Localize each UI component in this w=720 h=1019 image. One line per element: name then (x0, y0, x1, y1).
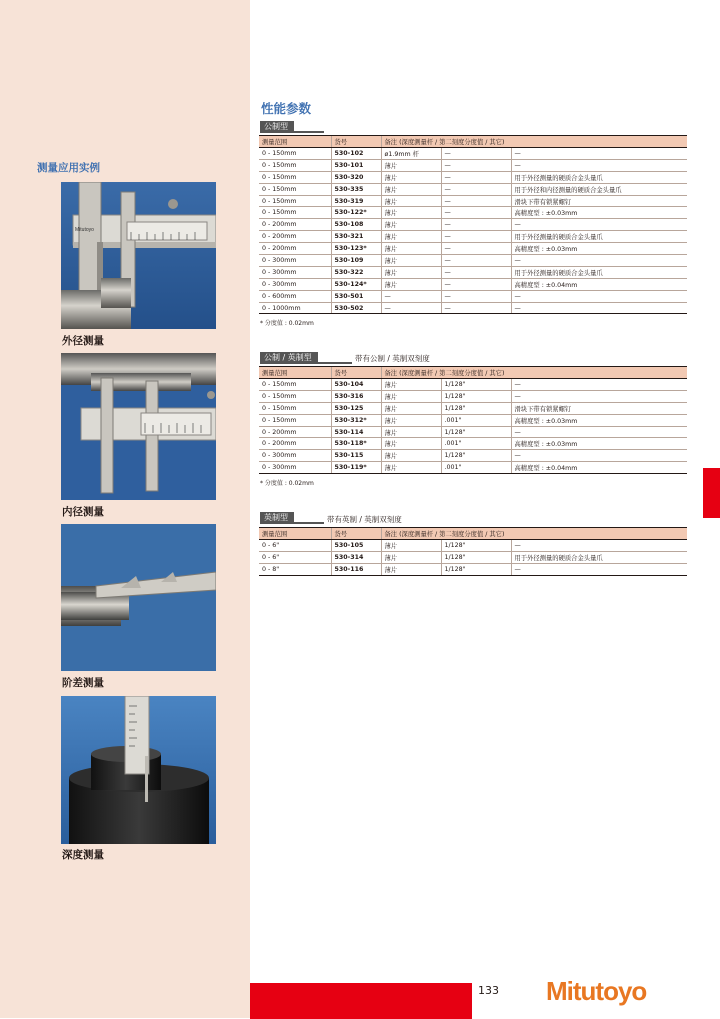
table-cell: 高精度型 : ±0.03mm (511, 414, 687, 426)
model-number-cell: 530-122* (331, 207, 381, 219)
table-cell: 薄片 (381, 243, 441, 255)
model-number-cell: 530-312* (331, 414, 381, 426)
table-row (259, 219, 687, 231)
table-cell: 1/128" (441, 540, 511, 552)
sidebar-title: 测量应用实例 (37, 162, 100, 174)
table-cell: — (511, 426, 687, 438)
table-cell: 用于外径测量的硬质合金头量爪 (511, 551, 687, 563)
table-cell: 薄片 (381, 438, 441, 450)
table-cell: .001" (441, 438, 511, 450)
table-row (259, 207, 687, 219)
table-cell: 用于外径测量的硬质合金头量爪 (511, 266, 687, 278)
table-cell: 高精度型 : ±0.03mm (511, 243, 687, 255)
spec-table-metric-inch (259, 366, 687, 474)
table-cell: 用于外径测量的硬质合金头量爪 (511, 231, 687, 243)
column-header: 货号 (331, 367, 381, 379)
table-cell: 薄片 (381, 207, 441, 219)
table-row (259, 255, 687, 267)
table-cell: — (511, 159, 687, 171)
table-cell: 0 - 200mm (259, 231, 331, 243)
caption-depth: 深度测量 (62, 849, 104, 861)
table-cell: — (441, 231, 511, 243)
model-number-cell: 530-316 (331, 390, 381, 402)
table-cell: 薄片 (381, 278, 441, 290)
table-cell: — (441, 195, 511, 207)
table-row (259, 231, 687, 243)
table-cell: — (441, 278, 511, 290)
table-cell: — (511, 540, 687, 552)
model-number-cell: 530-321 (331, 231, 381, 243)
brand-logo: Mitutoyo (546, 976, 647, 1006)
table-row (259, 551, 687, 563)
column-header: 测量范围 (259, 528, 331, 540)
table-cell: 薄片 (381, 426, 441, 438)
model-number-cell: 530-320 (331, 171, 381, 183)
table-cell: 0 - 150mm (259, 207, 331, 219)
table-cell: — (511, 379, 687, 391)
table-row (259, 278, 687, 290)
table-cell: 0 - 300mm (259, 255, 331, 267)
caption-outside: 外径测量 (62, 335, 104, 347)
table-row (259, 426, 687, 438)
table-cell: 1/128" (441, 450, 511, 462)
caliper-brand-label: Mitutoyo (75, 227, 94, 233)
table-row (259, 450, 687, 462)
section-rule (260, 522, 324, 524)
table-row (259, 290, 687, 302)
table-cell: 0 - 600mm (259, 290, 331, 302)
table-row (259, 243, 687, 255)
table-cell: 0 - 150mm (259, 402, 331, 414)
table-cell: — (381, 290, 441, 302)
table-cell: 滑块下带有锁紧螺钉 (511, 402, 687, 414)
table-cell: 薄片 (381, 255, 441, 267)
model-number-cell: 530-104 (331, 379, 381, 391)
table-cell: — (441, 207, 511, 219)
footer-red-bar (250, 983, 472, 1019)
table-row (259, 438, 687, 450)
table-cell: 0 - 200mm (259, 243, 331, 255)
model-number-cell: 530-114 (331, 426, 381, 438)
table-cell: 0 - 6" (259, 551, 331, 563)
table-cell: — (511, 255, 687, 267)
table-cell: 用于外径和内径测量的硬质合金头量爪 (511, 183, 687, 195)
photo-depth-measurement (61, 696, 216, 844)
model-number-cell: 530-108 (331, 219, 381, 231)
column-header: 备注 (深度测量杆 / 第二刻度分度值 / 其它) (381, 528, 687, 540)
table-row (259, 148, 687, 160)
caption-inside: 内径测量 (62, 506, 104, 518)
table-cell: 1/128" (441, 426, 511, 438)
table-cell: — (441, 219, 511, 231)
table-cell: 薄片 (381, 183, 441, 195)
footnote-metric: * 分度值 : 0.02mm (260, 320, 314, 327)
table-cell: — (511, 148, 687, 160)
column-header: 备注 (深度测量杆 / 第二刻度分度值 / 其它) (381, 136, 687, 148)
table-cell: 0 - 200mm (259, 219, 331, 231)
table-cell: — (511, 450, 687, 462)
table-cell: 0 - 150mm (259, 195, 331, 207)
model-number-cell: 530-101 (331, 159, 381, 171)
model-number-cell: 530-124* (331, 278, 381, 290)
table-cell: 0 - 150mm (259, 414, 331, 426)
table-cell: 高精度型 : ±0.04mm (511, 278, 687, 290)
page-number: 133 (478, 984, 499, 997)
table-header-row (259, 136, 687, 148)
table-row (259, 563, 687, 575)
table-cell: 1/128" (441, 379, 511, 391)
table-cell: — (511, 290, 687, 302)
table-cell: .001" (441, 414, 511, 426)
model-number-cell: 530-501 (331, 290, 381, 302)
table-cell: 薄片 (381, 379, 441, 391)
spec-table-inch (259, 527, 687, 576)
table-cell: 高精度型 : ±0.03mm (511, 438, 687, 450)
table-cell: 薄片 (381, 266, 441, 278)
table-row (259, 462, 687, 474)
table-row (259, 414, 687, 426)
model-number-cell: 530-118* (331, 438, 381, 450)
table-cell: 薄片 (381, 462, 441, 474)
table-cell: .001" (441, 462, 511, 474)
chapter-tab-marker (703, 468, 720, 518)
table-cell: 薄片 (381, 551, 441, 563)
column-header: 备注 (深度测量杆 / 第二刻度分度值 / 其它) (381, 367, 687, 379)
table-row (259, 379, 687, 391)
photo-inside-measurement (61, 353, 216, 500)
column-header: 货号 (331, 528, 381, 540)
model-number-cell: 530-123* (331, 243, 381, 255)
table-cell: 0 - 8" (259, 563, 331, 575)
table-cell: — (511, 302, 687, 314)
footnote-metric-inch: * 分度值 : 0.02mm (260, 480, 314, 487)
table-cell: 薄片 (381, 414, 441, 426)
table-cell: 0 - 300mm (259, 266, 331, 278)
table-header-row (259, 528, 687, 540)
table-row (259, 266, 687, 278)
table-cell: — (441, 255, 511, 267)
model-number-cell: 530-102 (331, 148, 381, 160)
caption-step: 阶差测量 (62, 677, 104, 689)
model-number-cell: 530-116 (331, 563, 381, 575)
table-cell: — (511, 563, 687, 575)
table-cell: — (441, 171, 511, 183)
table-cell: 高精度型 : ±0.03mm (511, 207, 687, 219)
table-cell: 薄片 (381, 159, 441, 171)
table-cell: 0 - 300mm (259, 462, 331, 474)
table-row (259, 402, 687, 414)
table-cell: ø1.9mm 杆 (381, 148, 441, 160)
model-number-cell: 530-115 (331, 450, 381, 462)
table-cell: 0 - 300mm (259, 278, 331, 290)
table-cell: 薄片 (381, 219, 441, 231)
table-row (259, 159, 687, 171)
table-cell: — (441, 290, 511, 302)
model-number-cell: 530-119* (331, 462, 381, 474)
table-row (259, 390, 687, 402)
model-number-cell: 530-319 (331, 195, 381, 207)
table-cell: — (441, 159, 511, 171)
table-cell: 1/128" (441, 563, 511, 575)
table-cell: 0 - 200mm (259, 426, 331, 438)
table-cell: 0 - 150mm (259, 379, 331, 391)
table-cell: 用于外径测量的硬质合金头量爪 (511, 171, 687, 183)
table-cell: 薄片 (381, 563, 441, 575)
spec-table-metric (259, 135, 687, 314)
table-cell: — (381, 302, 441, 314)
model-number-cell: 530-502 (331, 302, 381, 314)
table-row (259, 195, 687, 207)
table-cell: 0 - 150mm (259, 148, 331, 160)
table-cell: — (441, 302, 511, 314)
table-row (259, 171, 687, 183)
section-note-inch: 带有英制 / 英制双刻度 (327, 515, 402, 524)
column-header: 测量范围 (259, 136, 331, 148)
table-cell: 1/128" (441, 402, 511, 414)
table-cell: 0 - 150mm (259, 183, 331, 195)
table-cell: 高精度型 : ±0.04mm (511, 462, 687, 474)
photo-outside-measurement (61, 182, 216, 329)
table-cell: 滑块下带有锁紧螺钉 (511, 195, 687, 207)
table-cell: 1/128" (441, 551, 511, 563)
table-cell: 薄片 (381, 540, 441, 552)
table-cell: 薄片 (381, 390, 441, 402)
model-number-cell: 530-335 (331, 183, 381, 195)
table-cell: 1/128" (441, 390, 511, 402)
table-cell: 薄片 (381, 402, 441, 414)
section-tab-metric-inch: 公制 / 英制型 (260, 352, 318, 364)
table-cell: 薄片 (381, 450, 441, 462)
table-cell: — (441, 148, 511, 160)
section-note-metric-inch: 带有公制 / 英制双刻度 (355, 354, 430, 363)
table-cell: 0 - 150mm (259, 390, 331, 402)
table-cell: — (511, 390, 687, 402)
section-rule (260, 362, 352, 364)
table-cell: 薄片 (381, 171, 441, 183)
model-number-cell: 530-105 (331, 540, 381, 552)
table-cell: — (441, 266, 511, 278)
table-cell: 0 - 150mm (259, 159, 331, 171)
model-number-cell: 530-322 (331, 266, 381, 278)
column-header: 货号 (331, 136, 381, 148)
table-cell: — (441, 243, 511, 255)
table-row (259, 183, 687, 195)
model-number-cell: 530-109 (331, 255, 381, 267)
page-title: 性能参数 (261, 101, 312, 116)
table-cell: 薄片 (381, 231, 441, 243)
model-number-cell: 530-314 (331, 551, 381, 563)
table-header-row (259, 367, 687, 379)
photo-step-measurement (61, 524, 216, 671)
table-row (259, 540, 687, 552)
table-cell: 0 - 150mm (259, 171, 331, 183)
section-tab-metric: 公制型 (260, 121, 294, 133)
table-cell: 薄片 (381, 195, 441, 207)
table-row (259, 302, 687, 314)
sidebar (0, 0, 250, 1018)
table-cell: 0 - 1000mm (259, 302, 331, 314)
table-cell: 0 - 300mm (259, 450, 331, 462)
section-tab-inch: 英制型 (260, 512, 294, 524)
column-header: 测量范围 (259, 367, 331, 379)
section-rule (260, 131, 324, 133)
table-cell: 0 - 200mm (259, 438, 331, 450)
model-number-cell: 530-125 (331, 402, 381, 414)
table-cell: — (511, 219, 687, 231)
table-cell: 0 - 6" (259, 540, 331, 552)
table-cell: — (441, 183, 511, 195)
